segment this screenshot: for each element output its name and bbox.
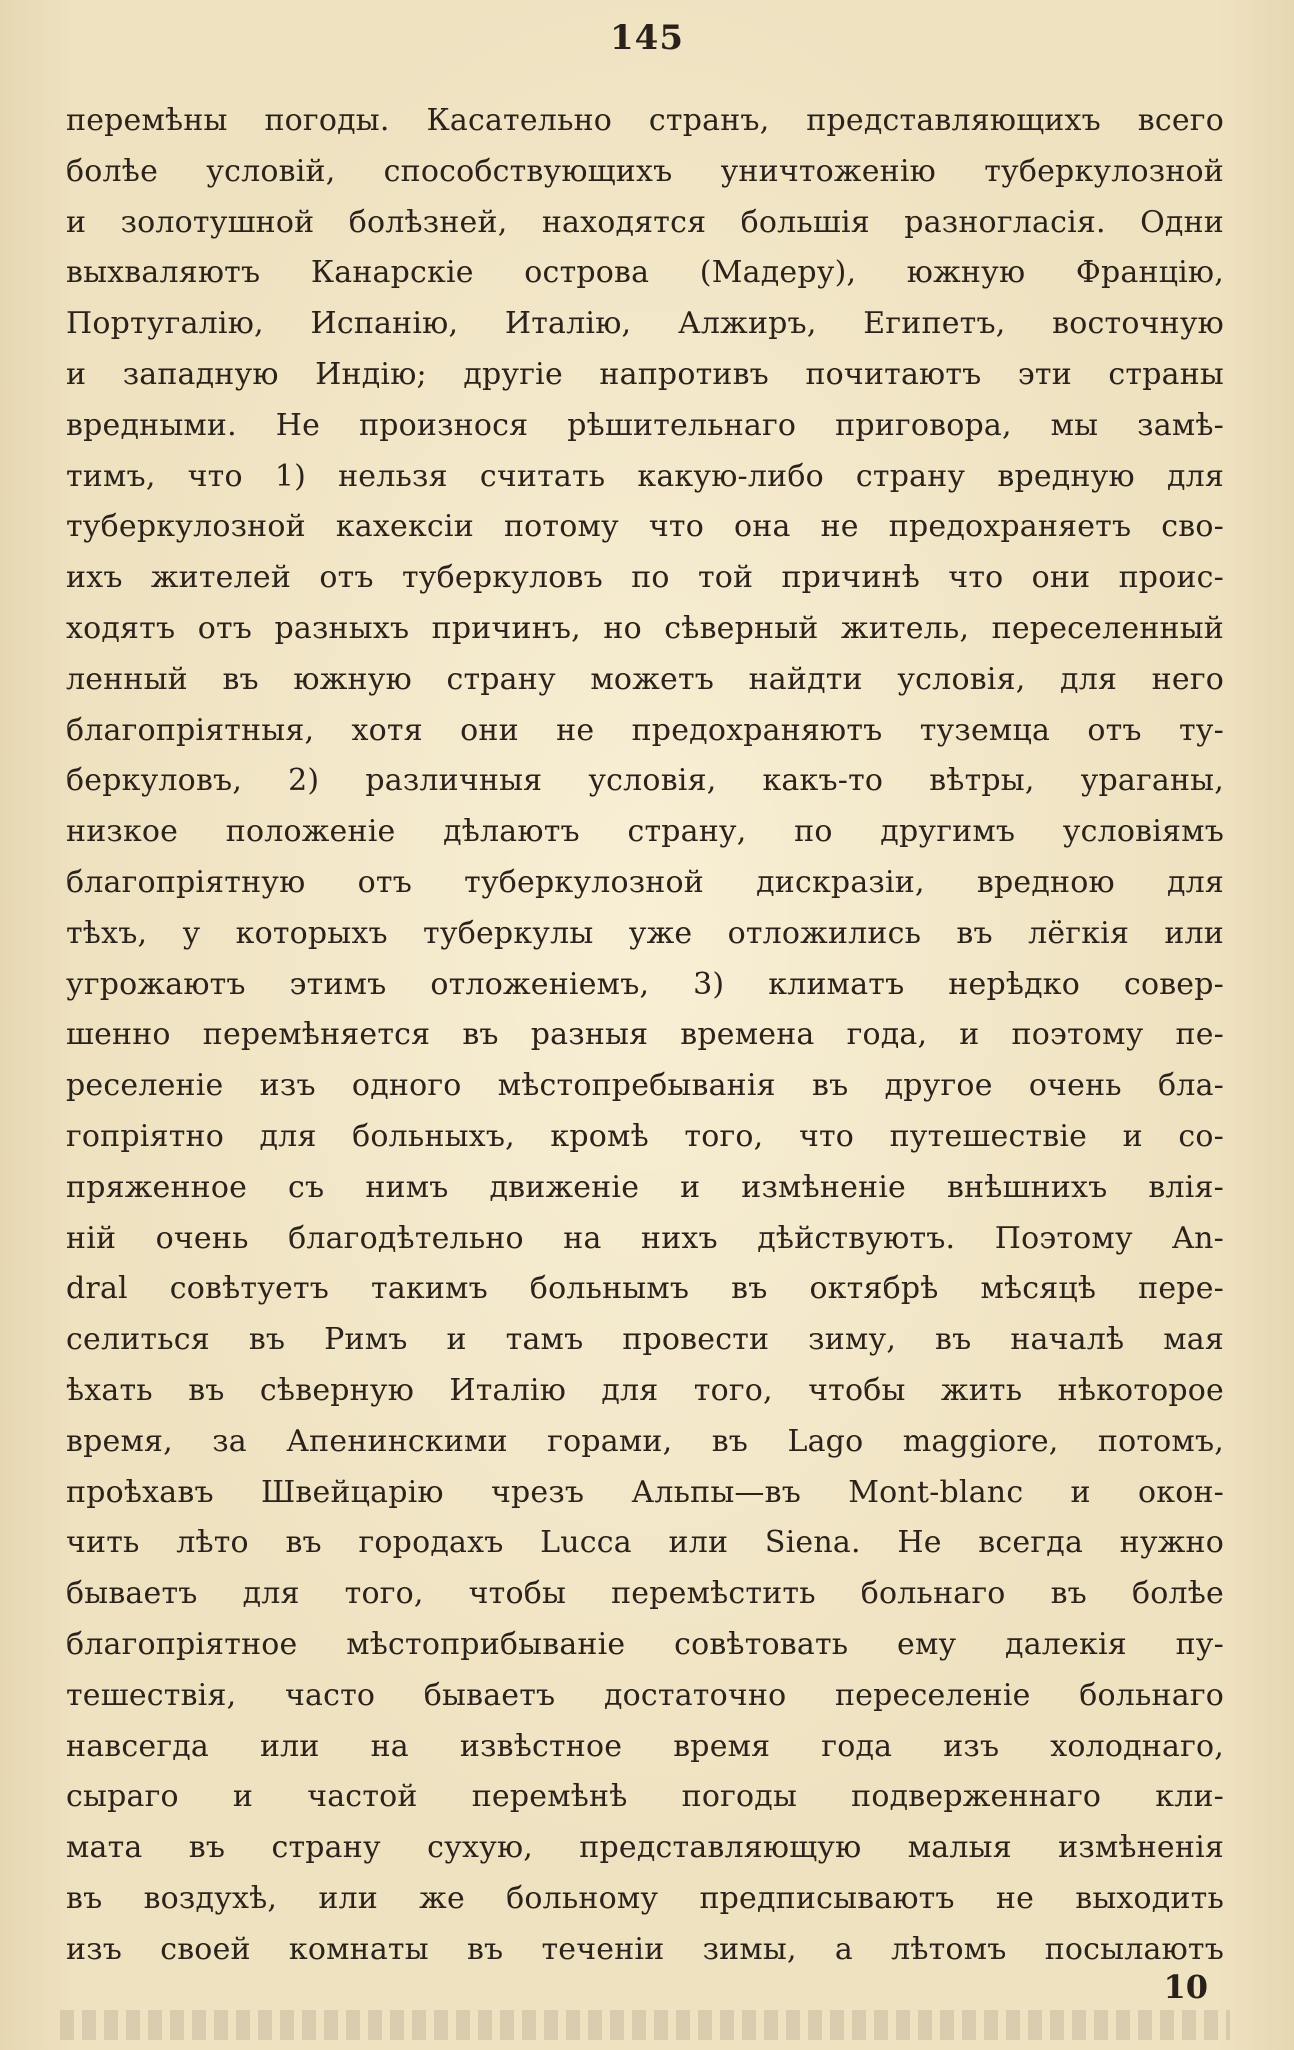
text-line: шенно перемѣняется въ разныя времена года, и поэтому пе- xyxy=(66,1017,1224,1053)
text-line: низкое положеніе дѣлаютъ страну, по другимъ условіямъ xyxy=(66,814,1224,850)
page-number: 145 xyxy=(610,18,684,58)
text-line: ленный въ южную страну можетъ найдти условія, для него xyxy=(66,661,1224,697)
text-line: бываетъ для того, чтобы перемѣстить больнаго въ болѣе xyxy=(66,1576,1224,1612)
text-line: ѣхать въ сѣверную Италію для того, чтобы жить нѣкоторое xyxy=(66,1372,1224,1408)
text-line: и золотушной болѣзней, находятся большія разногласія. Одни xyxy=(66,204,1224,240)
text-line: мата въ страну сухую, представляющую малыя измѣненія xyxy=(66,1830,1224,1866)
text-line: сыраго и частой перемѣнѣ погоды подверженнаго кли- xyxy=(66,1779,1224,1815)
text-line: dral совѣтуетъ такимъ больнымъ въ октябрѣ мѣсяцѣ пере- xyxy=(66,1271,1224,1307)
text-line: тѣхъ, у которыхъ туберкулы уже отложились въ лёгкія или xyxy=(66,915,1224,951)
text-line: ихъ жителей отъ туберкуловъ по той причинѣ что они проис- xyxy=(66,560,1224,596)
text-line: реселеніе изъ одного мѣстопребыванія въ другое очень бла- xyxy=(66,1068,1224,1104)
text-line: туберкулозной кахексіи потому что она не предохраняетъ сво- xyxy=(66,509,1224,545)
text-line: чить лѣто въ городахъ Lucca или Siena. Не всегда нужно xyxy=(66,1525,1224,1561)
text-line: выхваляютъ Канарскіе острова (Мадеру), южную Францію, xyxy=(66,255,1224,291)
text-line: и западную Индію; другіе напротивъ почитаютъ эти страны xyxy=(66,356,1224,392)
text-line: изъ своей комнаты въ теченіи зимы, а лѣтомъ посылаютъ xyxy=(66,1931,1224,1967)
text-line: благопріятную отъ туберкулозной дискразіи, вредною для xyxy=(66,864,1224,900)
bleed-through-shadow xyxy=(60,2010,1230,2040)
text-line: беркуловъ, 2) различныя условія, какъ-то вѣтры, ураганы, xyxy=(66,763,1224,799)
body-text xyxy=(66,96,1224,1975)
text-line: тимъ, что 1) нельзя считать какую-либо страну вредную для xyxy=(66,458,1224,494)
text-line: селиться въ Римъ и тамъ провести зиму, въ началѣ мая xyxy=(66,1322,1224,1358)
text-line: благопріятныя, хотя они не предохраняютъ туземца отъ ту- xyxy=(66,712,1224,748)
text-line: Португалію, Испанію, Италію, Алжиръ, Египетъ, восточную xyxy=(66,306,1224,342)
text-line: болѣе условій, способствующихъ уничтоженію туберкулозной xyxy=(66,153,1224,189)
text-line: въ воздухѣ, или же больному предписываютъ не выходить xyxy=(66,1880,1224,1916)
text-line: пряженное съ нимъ движеніе и измѣненіе внѣшнихъ влія- xyxy=(66,1169,1224,1205)
text-line: время, за Апенинскими горами, въ Lago maggiore, потомъ, xyxy=(66,1423,1224,1459)
text-line: вредными. Не произнося рѣшительнаго приговора, мы замѣ- xyxy=(66,407,1224,443)
text-line: ходятъ отъ разныхъ причинъ, но сѣверный житель, переселенный xyxy=(66,610,1224,646)
text-line: тешествія, часто бываетъ достаточно переселеніе больнаго xyxy=(66,1677,1224,1713)
text-line: перемѣны погоды. Касательно странъ, представляющихъ всего xyxy=(66,103,1224,138)
text-line: ній очень благодѣтельно на нихъ дѣйствуютъ. Поэтому An- xyxy=(66,1220,1224,1256)
text-line: угрожаютъ этимъ отложеніемъ, 3) климатъ нерѣдко совер- xyxy=(66,966,1224,1002)
text-line: гопріятно для больныхъ, кромѣ того, что путешествіе и со- xyxy=(66,1118,1224,1154)
text-line: благопріятное мѣстоприбываніе совѣтовать ему далекія пу- xyxy=(66,1626,1224,1662)
signature-mark: 10 xyxy=(1163,1968,1208,2006)
text-line: навсегда или на извѣстное время года изъ холоднаго, xyxy=(66,1728,1224,1764)
text-line: проѣхавъ Швейцарію чрезъ Альпы—въ Mont-blanc и окон- xyxy=(66,1474,1224,1510)
